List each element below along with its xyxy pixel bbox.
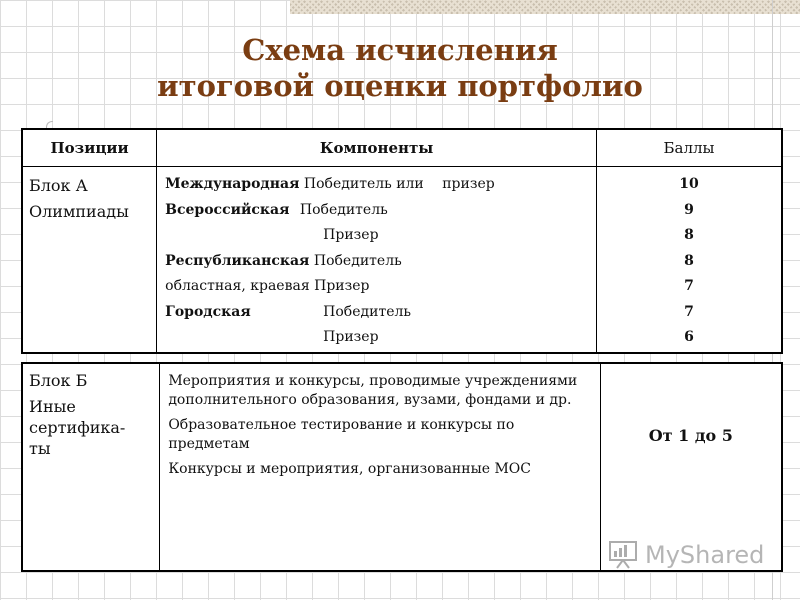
block-b-subtitle-3: ты	[29, 439, 51, 458]
score-value: 7	[684, 303, 694, 320]
scoring-table-olympiads	[21, 128, 783, 354]
block-b-components-cell	[160, 363, 600, 571]
header-positions: Позиции	[22, 129, 157, 167]
header-scores: Баллы	[597, 129, 782, 167]
score-value: 6	[684, 329, 694, 345]
list-item: Образовательное тестирование и конкурсы по предметам	[168, 417, 515, 452]
block-a-name: Блок А	[29, 176, 88, 195]
block-b-name: Блок Б	[29, 371, 88, 390]
table-header-row	[22, 129, 782, 167]
header-decoration	[290, 0, 800, 14]
score-value: 8	[684, 252, 694, 269]
list-item: Республиканская Победитель	[165, 252, 402, 269]
score-value: 10	[679, 176, 699, 192]
list-item: Призер	[323, 227, 379, 243]
list-item: областная, краевая Призер	[165, 278, 370, 294]
list-item: Городская Победитель	[165, 303, 412, 320]
watermark	[607, 538, 767, 572]
components-cell	[157, 167, 597, 353]
score-value: 8	[684, 227, 694, 243]
list-item: Мероприятия и конкурсы, проводимые учреждениями дополнительного образования, вузами, фондами и др.	[168, 373, 578, 408]
list-item: Всероссийская Победитель	[165, 201, 388, 218]
block-b-subtitle-2: сертифика-	[29, 418, 126, 437]
list-item: Конкурсы и мероприятия, организованные МОС	[168, 461, 531, 477]
block-a-subtitle: Олимпиады	[29, 202, 129, 221]
page-title	[0, 32, 800, 104]
header-components: Компоненты	[157, 129, 597, 167]
score-range: От 1 до 5	[648, 426, 733, 445]
title-line-2: итоговой оценки портфолио	[157, 69, 643, 103]
presentation-board-icon	[607, 540, 639, 570]
list-item: Международная Победитель или призер	[165, 176, 495, 192]
block-a-cell	[22, 167, 157, 353]
block-b-subtitle-1: Иные	[29, 397, 76, 416]
table-row	[22, 167, 782, 353]
watermark-text: MyShared	[645, 541, 765, 569]
block-b-cell	[22, 363, 160, 571]
score-value: 7	[684, 278, 694, 294]
title-line-1: Схема исчисления	[242, 33, 558, 67]
scores-cell	[597, 167, 782, 353]
list-item: Призер	[323, 329, 379, 345]
score-value: 9	[684, 201, 694, 218]
